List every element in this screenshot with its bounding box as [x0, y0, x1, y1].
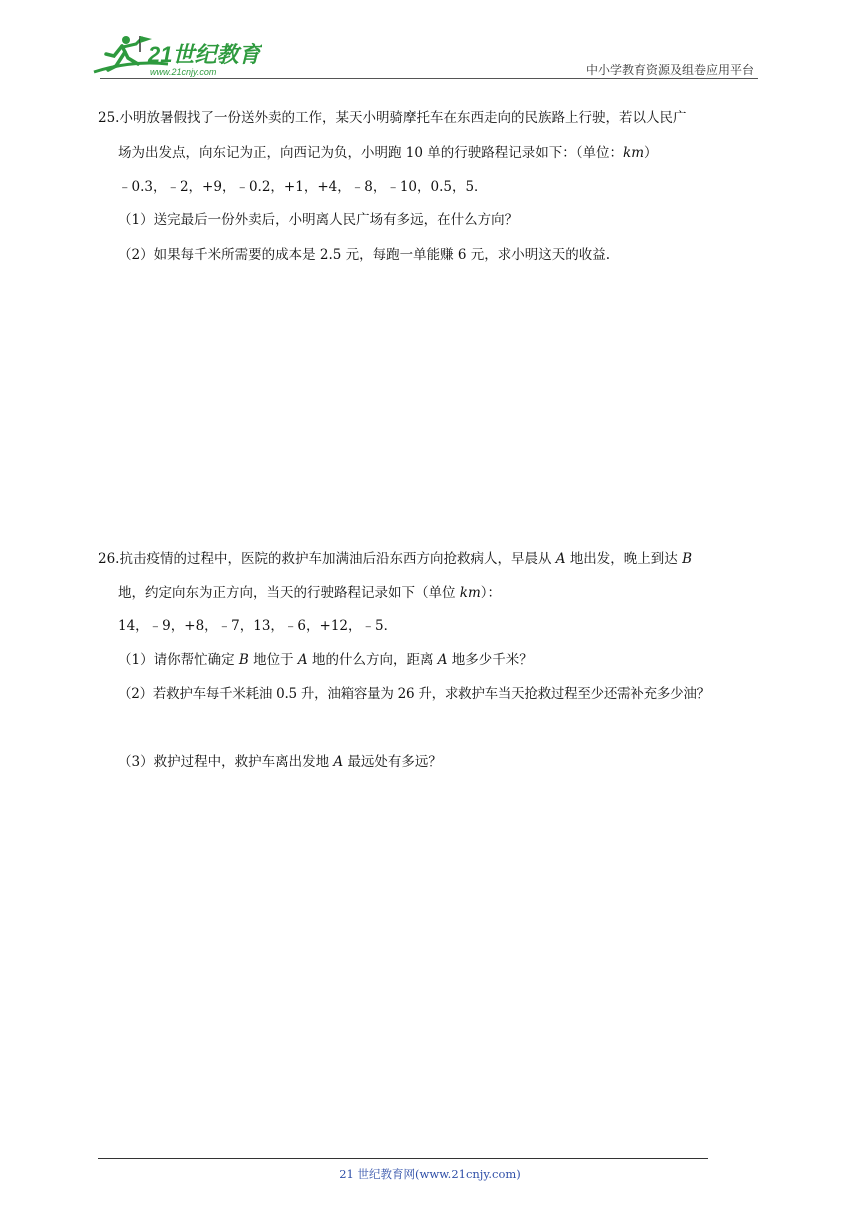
site-logo: [92, 34, 262, 78]
q25-line2: 场为出发点，向东记为正，向西记为负，小明跑 10 单的行驶路程记录如下：（单位：km）: [118, 145, 658, 161]
q26-sub1: （1）请你帮忙确定 B 地位于 A 地的什么方向，距离 A 地多少千米？: [118, 652, 533, 668]
q26-sub2: （2）若救护车每千米耗油 0.5 升，油箱容量为 26 升，求救护车当天抢救过程至少还需补充多少油？: [118, 686, 710, 702]
footer-link[interactable]: 21 世纪教育网(www.21cnjy.com): [339, 1167, 521, 1181]
q25-line1: 25.小明放暑假找了一份送外卖的工作，某天小明骑摩托车在东西走向的民族路上行驶，若以人民广: [98, 110, 687, 126]
q25-data: ﹣0.3，﹣2，+9，﹣0.2，+1，+4，﹣8，﹣10，0.5，5．: [118, 179, 488, 195]
q25-sub2: （2）如果每千米所需要的成本是 2.5 元，每跑一单能赚 6 元，求小明这天的收益.: [118, 247, 611, 263]
footer-divider: [98, 1158, 708, 1159]
q25-unit: km: [623, 145, 644, 161]
q26-data: 14，﹣9，+8，﹣7，13，﹣6，+12，﹣5．: [118, 618, 398, 634]
logo-url-text: www.21cnjy.com: [150, 67, 217, 77]
q26-sub3: （3）救护过程中，救护车离出发地 A 最远处有多远？: [118, 754, 442, 770]
logo-text: 21世纪教育: [148, 42, 261, 67]
page-header: [0, 0, 860, 80]
platform-name: 中小学教育资源及组卷应用平台: [585, 63, 754, 77]
q26-line1: 26.抗击疫情的过程中，医院的救护车加满油后沿东西方向抢救病人，早晨从 A 地出发，晚上到达 B: [98, 551, 693, 567]
q25-sub1: （1）送完最后一份外卖后，小明离人民广场有多远，在什么方向？: [118, 212, 519, 228]
q26-line2: 地，约定向东为正方向，当天的行驶路程记录如下（单位 km）：: [118, 585, 502, 601]
runner-logo-icon: [92, 34, 262, 78]
header-divider: [100, 78, 758, 79]
q26-unit: km: [459, 585, 481, 601]
